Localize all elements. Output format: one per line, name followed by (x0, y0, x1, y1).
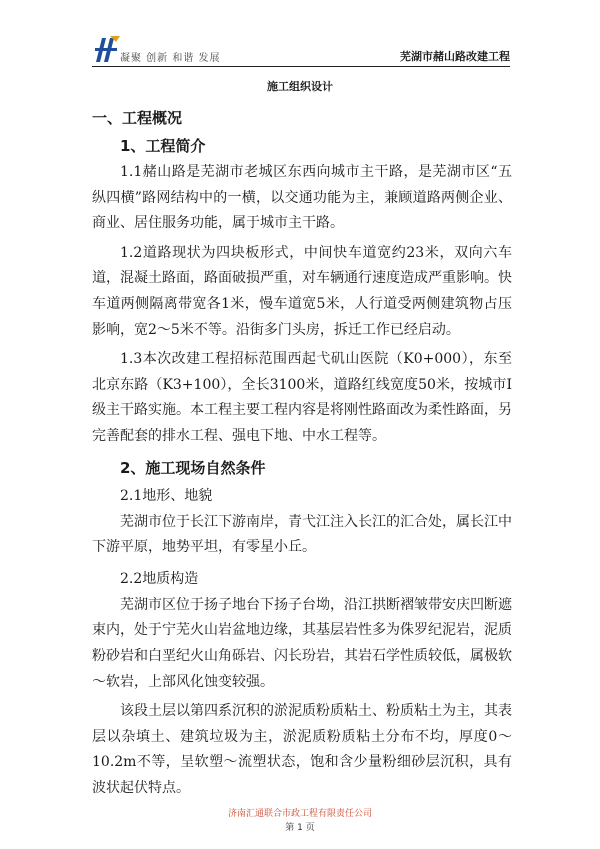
paragraph-1-1: 1.1赭山路是芜湖市老城区东西向城市主干路，是芜湖市区“五纵四横”路网结构中的一横，以交通功能为主，兼顾道路两侧企业、商业、居住服务功能，属于城市主干路。 (92, 164, 512, 232)
subsection-heading-terrain: 2.1地形、地貌 (120, 487, 213, 504)
subsection-heading-intro: 1、工程简介 (120, 137, 206, 155)
paragraph-soil: 该段土层以第四系沉积的淤泥质粉质粘土、粉质粘土为主，其表层以杂填土、建筑垃圾为主，淤泥质粉质粘土分布不均，厚度0～10.2m不等，呈软塑～流塑状态，饱和含少量粉细砂层沉积，具有波状起伏特点。 (92, 703, 512, 796)
company-logo-icon (92, 34, 122, 64)
subsection-heading-conditions: 2、施工现场自然条件 (120, 458, 266, 477)
footer-company: 济南汇通联合市政工程有限责任公司 (227, 809, 372, 819)
paragraph-1-2: 1.2道路现状为四块板形式，中间快车道宽约23米，双向六车道，混凝土路面，路面破损严重，对车辆通行速度造成严重影响。快车道两侧隔离带宽各1米，慢车道宽5米，人行道受两侧建筑物占压影响，宽2～5米不等。沿街多门头房，拆迁工作已经启动。 (92, 244, 512, 338)
document-body (92, 104, 512, 805)
paragraph-terrain: 芜湖市位于长江下游南岸，青弋江注入长江的汇合处，属长江中下游平原，地势平坦，有零星小丘。 (92, 513, 512, 556)
document-title: 施工组织设计 (267, 80, 333, 93)
paragraph-1-3: 1.3本次改建工程招标范围西起弋矶山医院（K0+000），东至北京东路（K3+100），全长3100米，道路红线宽度50米，按城市I级主干路实施。本工程主要工程内容是将刚性路面改为柔性路面，另完善配套的排水工程、强电下地、中水工程等。 (92, 351, 512, 444)
footer-page-number: 第 1 页 (285, 823, 315, 833)
header-project-title: 芜湖市赭山路改建工程 (400, 50, 510, 63)
subsection-heading-geology: 2.2地质构造 (120, 570, 199, 587)
page-header (92, 34, 510, 67)
paragraph-geology: 芜湖市区位于扬子地台下扬子台坳，沿江拱断褶皱带安庆凹断遮束内，处于宁芜火山岩盆地边缘，其基层岩性多为侏罗纪泥岩，泥质粉砂岩和白垩纪火山角砾岩、闪长玢岩，其岩石学性质较低，属极软～软岩，上部风化蚀变较强。 (92, 596, 512, 690)
header-slogan: 凝聚 创新 和谐 发展 (120, 53, 221, 64)
section-heading-overview: 一、工程概况 (92, 109, 183, 127)
